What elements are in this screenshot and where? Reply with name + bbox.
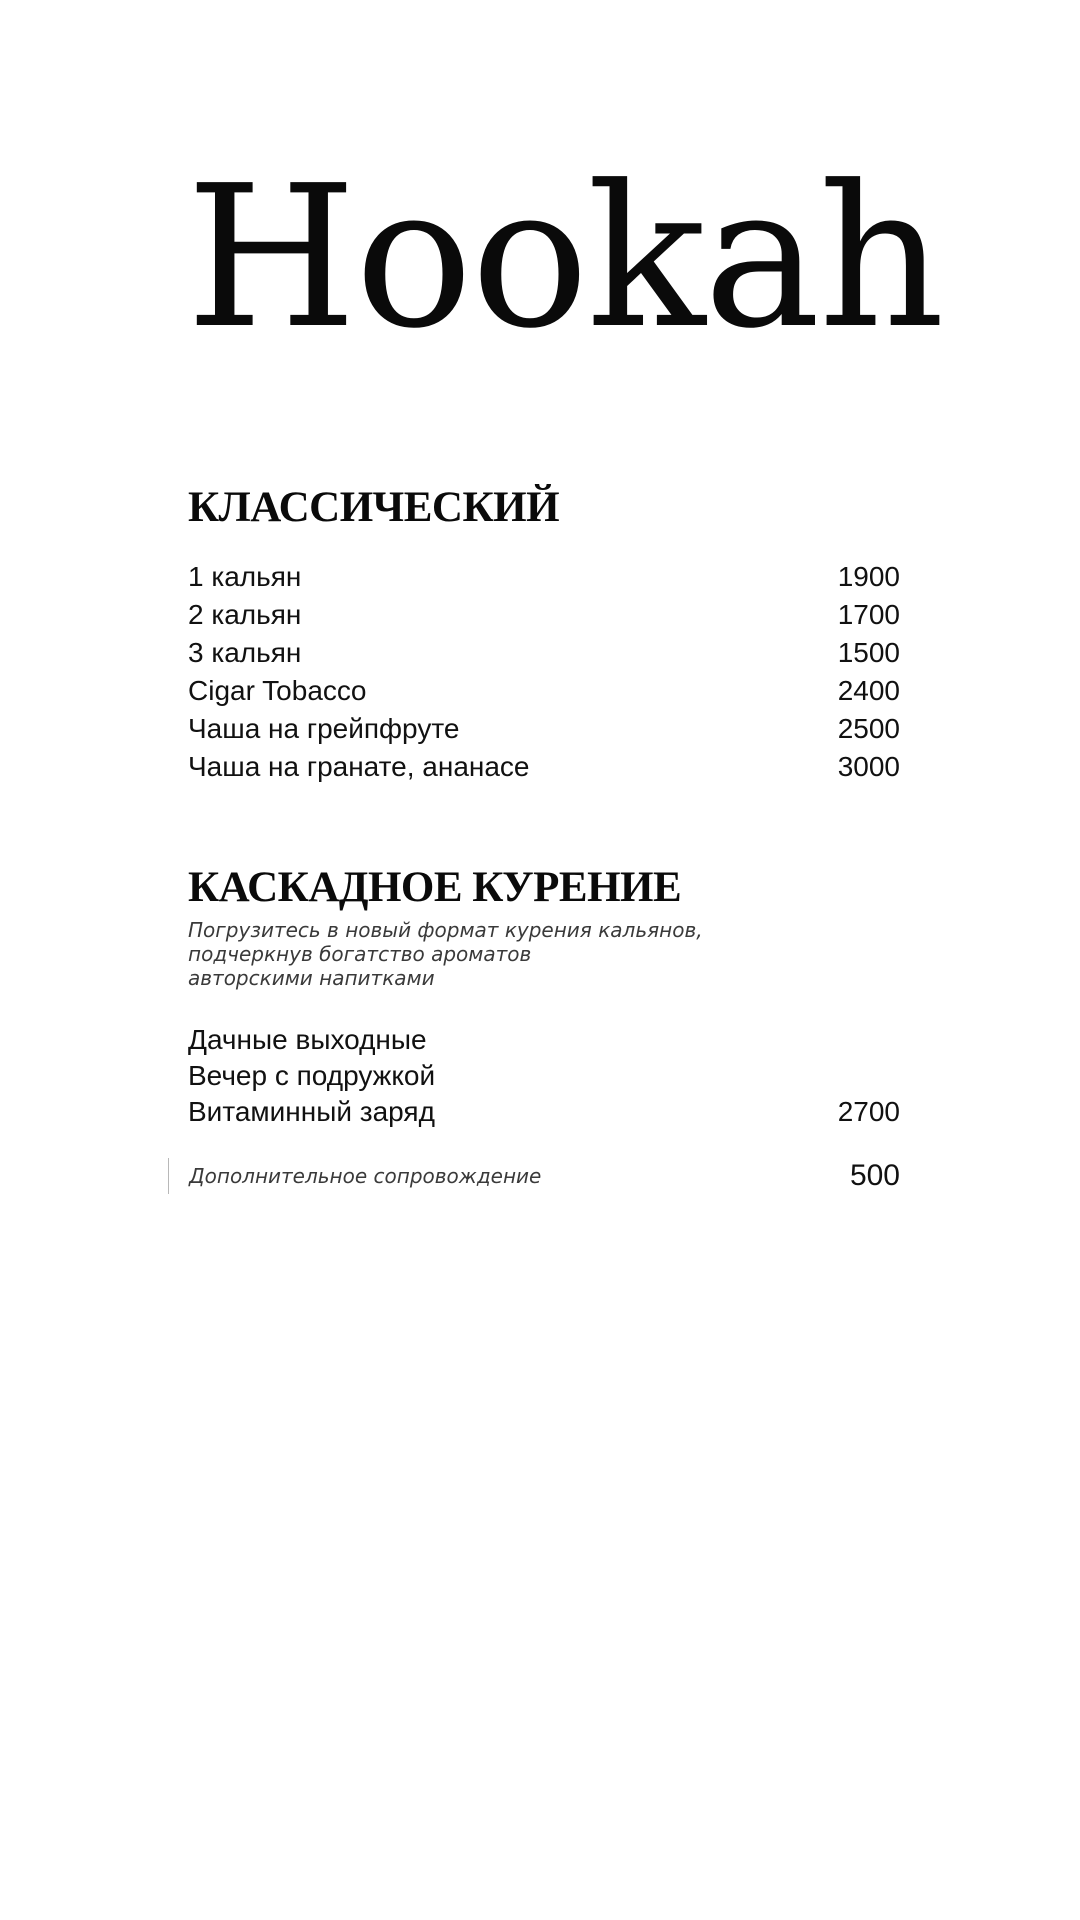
menu-item-name: Чаша на гранате, ананасе <box>188 751 530 782</box>
menu-item <box>188 634 900 672</box>
menu-item <box>188 710 900 748</box>
menu-item <box>188 1058 900 1094</box>
addon-label: Дополнительное сопровождение <box>189 1164 542 1188</box>
cascade-section-heading: КАСКАДНОЕ КУРЕНИЕ <box>188 864 682 911</box>
menu-item-name: 1 кальян <box>188 561 302 592</box>
page-title: Hookah <box>186 144 943 372</box>
menu-item <box>188 672 900 710</box>
menu-item <box>188 1022 900 1058</box>
menu-item-name: Дачные выходные <box>188 1024 427 1055</box>
addon-price: 500 <box>849 1159 900 1192</box>
addon-row <box>168 1158 900 1194</box>
menu-item <box>188 748 900 786</box>
menu-item-name: Вечер с подружкой <box>188 1060 436 1091</box>
cascade-menu-list <box>188 1022 900 1130</box>
menu-item <box>188 558 900 596</box>
menu-item-price: 2500 <box>837 713 900 744</box>
menu-item-name: Cigar Tobacco <box>188 675 367 706</box>
menu-item-name: Витаминный заряд <box>188 1096 435 1127</box>
menu-item <box>188 1094 900 1130</box>
description-line: Погрузитесь в новый формат курения кальянов, <box>188 918 703 942</box>
menu-item-price: 2700 <box>837 1096 900 1127</box>
menu-item-price: 3000 <box>837 751 900 782</box>
menu-item <box>188 596 900 634</box>
menu-item-price: 1700 <box>837 599 900 630</box>
cascade-description <box>188 918 748 990</box>
menu-item-name: 3 кальян <box>188 637 302 668</box>
description-line: подчеркнув богатство ароматов <box>188 942 532 966</box>
menu-item-name: 2 кальян <box>188 599 302 630</box>
menu-item-price: 1900 <box>837 561 900 592</box>
classic-menu-list <box>188 558 900 786</box>
menu-item-price: 2400 <box>837 675 900 706</box>
menu-item-price: 1500 <box>837 637 900 668</box>
menu-item-name: Чаша на грейпфруте <box>188 713 460 744</box>
description-line: авторскими напитками <box>188 966 435 990</box>
classic-section-heading: КЛАССИЧЕСКИЙ <box>188 484 560 531</box>
